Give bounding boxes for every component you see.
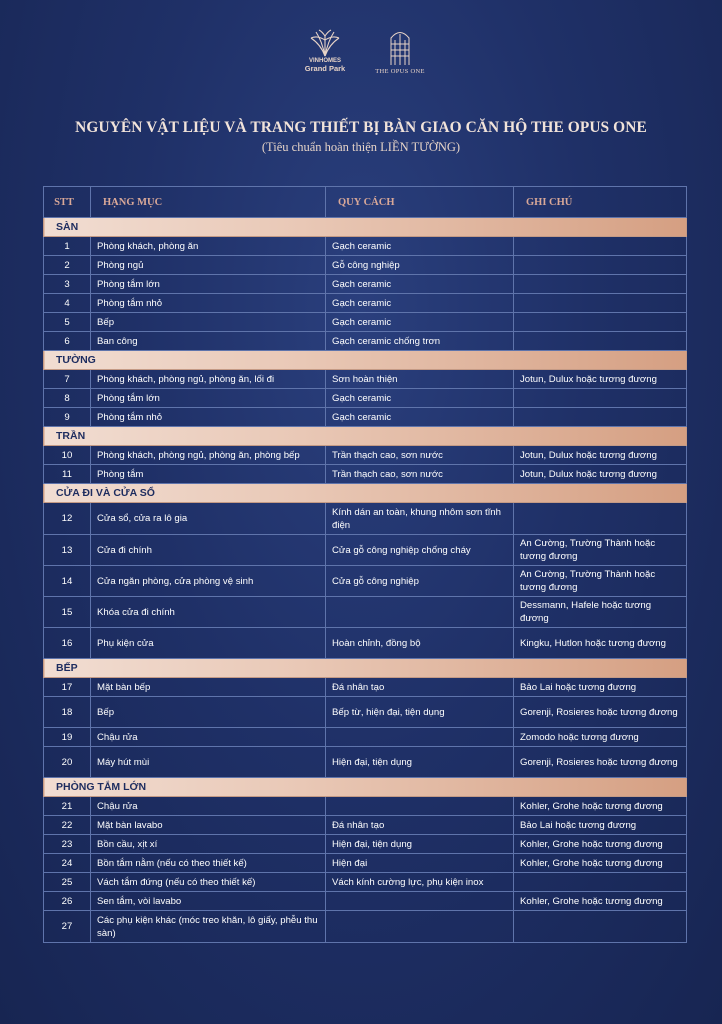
cell-stt: 6	[44, 332, 91, 351]
cell-item: Phòng ngủ	[91, 256, 326, 275]
cell-note	[514, 237, 687, 256]
cell-item: Phòng tắm lớn	[91, 275, 326, 294]
header-stt: STT	[44, 187, 91, 218]
section-title: BẾP	[44, 659, 687, 678]
table-row	[44, 256, 687, 275]
cell-item: Cửa đi chính	[91, 535, 326, 566]
cell-stt: 20	[44, 747, 91, 778]
page-title: NGUYÊN VẬT LIỆU VÀ TRANG THIẾT BỊ BÀN GIAO CĂN HỘ THE OPUS ONE	[75, 119, 647, 136]
cell-item: Cửa ngăn phòng, cửa phòng vệ sinh	[91, 566, 326, 597]
cell-stt: 14	[44, 566, 91, 597]
section-title: PHÒNG TẮM LỚN	[44, 778, 687, 797]
table-row	[44, 628, 687, 659]
cell-note: Gorenji, Rosieres hoặc tương đương	[514, 697, 687, 728]
table-row	[44, 332, 687, 351]
cell-note	[514, 294, 687, 313]
cell-stt: 13	[44, 535, 91, 566]
cell-spec: Hiện đại, tiện dụng	[326, 747, 514, 778]
cell-spec	[326, 892, 514, 911]
cell-spec: Sơn hoàn thiện	[326, 370, 514, 389]
cell-spec: Cửa gỗ công nghiệp	[326, 566, 514, 597]
cell-note: Kingku, Hutlon hoặc tương đương	[514, 628, 687, 659]
cell-note	[514, 389, 687, 408]
table-row	[44, 678, 687, 697]
section-title: SÀN	[44, 218, 687, 237]
header-item: HẠNG MỤC	[91, 187, 326, 218]
vinhomes-leaf-icon	[308, 28, 342, 58]
section-title: TƯỜNG	[44, 351, 687, 370]
section-row	[44, 218, 687, 237]
cell-stt: 25	[44, 873, 91, 892]
opus-one-wordmark: THE OPUS ONE	[375, 68, 425, 75]
cell-note: Kohler, Grohe hoặc tương đương	[514, 797, 687, 816]
cell-spec: Gạch ceramic	[326, 237, 514, 256]
cell-spec: Hiện đại	[326, 854, 514, 873]
cell-item: Phòng tắm	[91, 465, 326, 484]
cell-note: Bảo Lai hoặc tương đương	[514, 678, 687, 697]
cell-stt: 18	[44, 697, 91, 728]
table-header-row	[44, 187, 687, 218]
table-row	[44, 816, 687, 835]
table-row	[44, 446, 687, 465]
grand-park-wordmark: Grand Park	[304, 64, 346, 73]
table-row	[44, 597, 687, 628]
header-spec: QUY CÁCH	[326, 187, 514, 218]
cell-spec: Đá nhân tạo	[326, 816, 514, 835]
vinhomes-wordmark: VINHOMES	[308, 58, 341, 64]
cell-stt: 8	[44, 389, 91, 408]
table-row	[44, 747, 687, 778]
cell-spec	[326, 911, 514, 943]
cell-spec: Bếp từ, hiện đại, tiện dụng	[326, 697, 514, 728]
table-row	[44, 835, 687, 854]
cell-spec: Đá nhân tạo	[326, 678, 514, 697]
cell-item: Bồn tắm nằm (nếu có theo thiết kế)	[91, 854, 326, 873]
cell-item: Khóa cửa đi chính	[91, 597, 326, 628]
cell-spec: Gạch ceramic chống trơn	[326, 332, 514, 351]
section-row	[44, 351, 687, 370]
cell-spec: Gạch ceramic	[326, 389, 514, 408]
cell-item: Cửa sổ, cửa ra lô gia	[91, 503, 326, 535]
cell-item: Phòng tắm lớn	[91, 389, 326, 408]
cell-spec	[326, 797, 514, 816]
table-row	[44, 294, 687, 313]
cell-item: Bồn cầu, xịt xí	[91, 835, 326, 854]
opus-one-logo	[370, 28, 430, 75]
header-note: GHI CHÚ	[514, 187, 687, 218]
cell-item: Chậu rửa	[91, 797, 326, 816]
cell-spec	[326, 728, 514, 747]
cell-stt: 10	[44, 446, 91, 465]
section-row	[44, 427, 687, 446]
cell-note	[514, 332, 687, 351]
table-row	[44, 275, 687, 294]
cell-note: Kohler, Grohe hoặc tương đương	[514, 892, 687, 911]
cell-note: Jotun, Dulux hoặc tương đương	[514, 465, 687, 484]
cell-item: Sen tắm, vòi lavabo	[91, 892, 326, 911]
page-subtitle: (Tiêu chuẩn hoàn thiện LIỀN TƯỜNG)	[261, 140, 461, 154]
cell-stt: 16	[44, 628, 91, 659]
table-row	[44, 873, 687, 892]
cell-spec: Gạch ceramic	[326, 294, 514, 313]
cell-item: Máy hút mùi	[91, 747, 326, 778]
cell-item: Phòng tắm nhỏ	[91, 408, 326, 427]
cell-spec	[326, 597, 514, 628]
cell-note: Zomodo hoặc tương đương	[514, 728, 687, 747]
opus-tower-icon	[388, 28, 412, 66]
cell-item: Phụ kiện cửa	[91, 628, 326, 659]
cell-stt: 15	[44, 597, 91, 628]
cell-stt: 23	[44, 835, 91, 854]
cell-note	[514, 408, 687, 427]
cell-note: Dessmann, Hafele hoặc tương đương	[514, 597, 687, 628]
cell-note: Jotun, Dulux hoặc tương đương	[514, 370, 687, 389]
cell-spec: Gạch ceramic	[326, 313, 514, 332]
table-row	[44, 697, 687, 728]
cell-note	[514, 275, 687, 294]
cell-spec: Hiện đại, tiện dụng	[326, 835, 514, 854]
table-row	[44, 728, 687, 747]
cell-item: Phòng tắm nhỏ	[91, 294, 326, 313]
cell-note: Kohler, Grohe hoặc tương đương	[514, 835, 687, 854]
cell-stt: 26	[44, 892, 91, 911]
table-row	[44, 854, 687, 873]
table-row	[44, 465, 687, 484]
cell-stt: 27	[44, 911, 91, 943]
cell-item: Vách tắm đứng (nếu có theo thiết kế)	[91, 873, 326, 892]
cell-note: An Cường, Trường Thành hoặc tương đương	[514, 566, 687, 597]
table-row	[44, 389, 687, 408]
cell-stt: 12	[44, 503, 91, 535]
section-title: CỬA ĐI VÀ CỬA SỔ	[44, 484, 687, 503]
section-title: TRẦN	[44, 427, 687, 446]
logo-bar	[0, 28, 722, 90]
cell-note: Bảo Lai hoặc tương đương	[514, 816, 687, 835]
cell-stt: 11	[44, 465, 91, 484]
cell-item: Bếp	[91, 313, 326, 332]
table-row	[44, 408, 687, 427]
section-row	[44, 659, 687, 678]
cell-item: Bếp	[91, 697, 326, 728]
table-row	[44, 566, 687, 597]
section-row	[44, 778, 687, 797]
cell-note	[514, 313, 687, 332]
cell-item: Ban công	[91, 332, 326, 351]
cell-stt: 3	[44, 275, 91, 294]
cell-stt: 21	[44, 797, 91, 816]
cell-note	[514, 256, 687, 275]
materials-table	[43, 186, 687, 943]
vinhomes-logo	[300, 28, 350, 72]
cell-spec: Cửa gỗ công nghiệp chống cháy	[326, 535, 514, 566]
cell-item: Chậu rửa	[91, 728, 326, 747]
cell-note: Gorenji, Rosieres hoặc tương đương	[514, 747, 687, 778]
cell-stt: 4	[44, 294, 91, 313]
table-row	[44, 370, 687, 389]
cell-note: Jotun, Dulux hoặc tương đương	[514, 446, 687, 465]
cell-stt: 1	[44, 237, 91, 256]
cell-stt: 17	[44, 678, 91, 697]
cell-stt: 9	[44, 408, 91, 427]
cell-note	[514, 911, 687, 943]
cell-item: Phòng khách, phòng ngủ, phòng ăn, phòng bếp	[91, 446, 326, 465]
cell-item: Mặt bàn bếp	[91, 678, 326, 697]
cell-item: Phòng khách, phòng ăn	[91, 237, 326, 256]
table-row	[44, 535, 687, 566]
cell-item: Các phụ kiện khác (móc treo khăn, lô giấy, phễu thu sàn)	[91, 911, 326, 943]
cell-spec: Vách kính cường lực, phụ kiện inox	[326, 873, 514, 892]
table-row	[44, 797, 687, 816]
cell-stt: 19	[44, 728, 91, 747]
cell-stt: 22	[44, 816, 91, 835]
cell-note: Kohler, Grohe hoặc tương đương	[514, 854, 687, 873]
cell-spec: Gạch ceramic	[326, 275, 514, 294]
table-row	[44, 503, 687, 535]
table-row	[44, 911, 687, 943]
cell-spec: Gỗ công nghiệp	[326, 256, 514, 275]
cell-note	[514, 873, 687, 892]
table-row	[44, 237, 687, 256]
cell-spec: Hoàn chỉnh, đồng bộ	[326, 628, 514, 659]
cell-item: Phòng khách, phòng ngủ, phòng ăn, lối đi	[91, 370, 326, 389]
cell-note: An Cường, Trường Thành hoặc tương đương	[514, 535, 687, 566]
cell-note	[514, 503, 687, 535]
cell-stt: 24	[44, 854, 91, 873]
section-row	[44, 484, 687, 503]
cell-spec: Kính dán an toàn, khung nhôm sơn tĩnh điện	[326, 503, 514, 535]
cell-stt: 2	[44, 256, 91, 275]
cell-item: Mặt bàn lavabo	[91, 816, 326, 835]
table-row	[44, 313, 687, 332]
cell-spec: Trần thạch cao, sơn nước	[326, 465, 514, 484]
cell-spec: Trần thạch cao, sơn nước	[326, 446, 514, 465]
table-row	[44, 892, 687, 911]
cell-stt: 7	[44, 370, 91, 389]
cell-stt: 5	[44, 313, 91, 332]
cell-spec: Gạch ceramic	[326, 408, 514, 427]
